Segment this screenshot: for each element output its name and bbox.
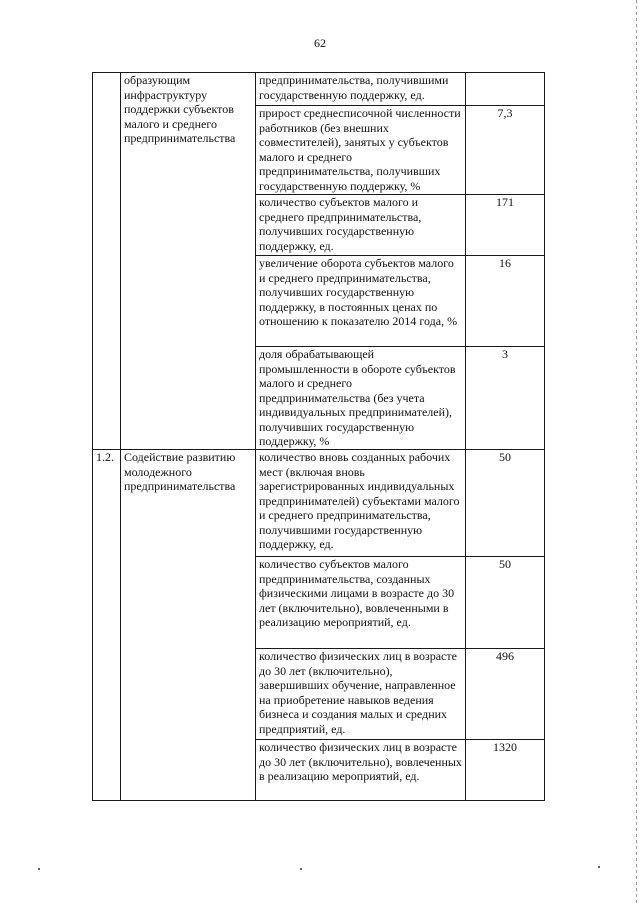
- indicator-cell: количество субъектов малого предпринимательства, созданных физическими лицами в возрасте до 30 лет (включительно), вовлеченными в реализацию мероприятий, ед.: [256, 557, 466, 649]
- indicators-table: [92, 72, 545, 801]
- row-number-cell: [93, 73, 121, 450]
- row-number-cell: 1.2.: [93, 450, 121, 801]
- indicator-cell: доля обрабатывающей промышленности в обороте субъектов малого и среднего предпринимательства (без учета индивидуальных предпринимателей), получивших государственную поддержку, %: [256, 347, 466, 450]
- measure-name-cell: образующим инфраструктуру поддержки субъектов малого и среднего предпринимательства: [121, 73, 256, 450]
- page-number: 62: [314, 36, 326, 50]
- scan-dot: [300, 868, 302, 870]
- value-cell: [466, 73, 545, 106]
- value-cell: 171: [466, 195, 545, 256]
- indicator-cell: предпринимательства, получившими государственную поддержку, ед.: [256, 73, 466, 106]
- measure-name-cell: Содействие развитию молодежного предпринимательства: [121, 450, 256, 801]
- table-row: [93, 73, 545, 106]
- value-cell: 7,3: [466, 106, 545, 195]
- table-row: [93, 450, 545, 557]
- value-cell: 496: [466, 649, 545, 740]
- indicator-cell: количество физических лиц в возрасте до 30 лет (включительно), вовлеченных в реализацию мероприятий, ед.: [256, 740, 466, 801]
- value-cell: 50: [466, 557, 545, 649]
- indicator-cell: количество вновь созданных рабочих мест (включая вновь зарегистрированных индивидуальных предпринимателей) субъектами малого и среднего предпринимательства, получившими государственную поддержку, ед.: [256, 450, 466, 557]
- scan-edge-line: [636, 0, 637, 905]
- indicator-cell: прирост среднесписочной численности работников (без внешних совместителей), занятых у субъектов малого и среднего предпринимательства, получивших государственную поддержку, %: [256, 106, 466, 195]
- value-cell: 1320: [466, 740, 545, 801]
- indicator-cell: увеличение оборота субъектов малого и среднего предпринимательства, получивших государственную поддержку, в постоянных ценах по отношению к показателю 2014 года, %: [256, 256, 466, 347]
- scan-dot: [38, 868, 40, 870]
- scan-dot: [598, 866, 600, 868]
- value-cell: 50: [466, 450, 545, 557]
- indicator-cell: количество субъектов малого и среднего предпринимательства, получивших государственную поддержку, ед.: [256, 195, 466, 256]
- indicator-cell: количество физических лиц в возрасте до 30 лет (включительно), завершивших обучение, направленное на приобретение навыков ведения бизнеса и создания малых и средних предприятий, ед.: [256, 649, 466, 740]
- value-cell: 16: [466, 256, 545, 347]
- value-cell: 3: [466, 347, 545, 450]
